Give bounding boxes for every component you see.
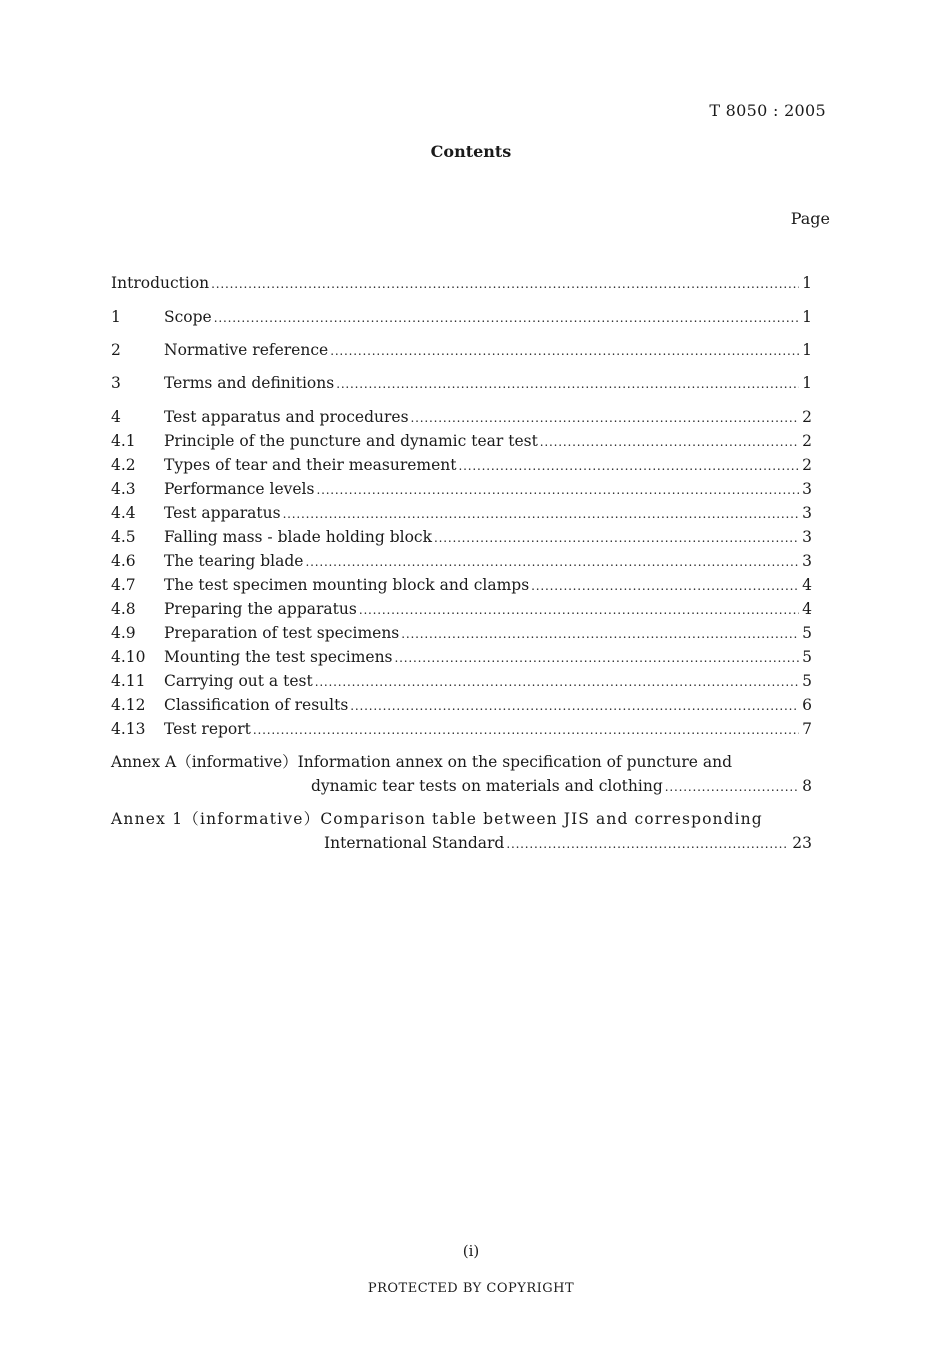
toc-entry-4-4[interactable] — [111, 502, 812, 526]
toc-entry-2[interactable] — [111, 339, 812, 363]
toc-entry-4-8[interactable] — [111, 598, 812, 622]
toc-entry-number: 4.2 — [111, 455, 136, 474]
toc-entry-number: 4.4 — [111, 503, 136, 522]
annex-title-line1: Comparison table between JIS and corresponding — [320, 810, 763, 828]
toc-entry-number: 4.12 — [111, 695, 146, 714]
toc-leader-dots — [211, 272, 799, 288]
toc-entry-title: Carrying out a test — [164, 671, 313, 690]
toc-entry-page: 3 — [802, 503, 812, 522]
toc-entry-4-9[interactable] — [111, 622, 812, 646]
toc-leader-dots — [411, 406, 800, 422]
toc-entry-title: Preparation of test specimens — [164, 623, 400, 642]
toc-entry-3[interactable] — [111, 372, 812, 396]
toc-entry-number: 1 — [111, 307, 121, 326]
toc-entry-number: 4.10 — [111, 647, 146, 666]
toc-entry-4-13[interactable] — [111, 718, 812, 742]
toc-entry-page: 1 — [802, 307, 812, 326]
toc-entry-number: 3 — [111, 373, 121, 392]
toc-entry-4-3[interactable] — [111, 478, 812, 502]
toc-entry-4[interactable] — [111, 406, 812, 430]
toc-leader-dots — [316, 478, 799, 494]
page-column-heading: Page — [790, 209, 830, 228]
toc-entry-number: 4 — [111, 407, 121, 426]
toc-entry-page: 2 — [802, 455, 812, 474]
toc-entry-number: 2 — [111, 340, 121, 359]
toc-entry-title: Principle of the puncture and dynamic tear test — [164, 431, 538, 450]
toc-entry-title: Mounting the test specimens — [164, 647, 393, 666]
toc-entry-number: 4.9 — [111, 623, 136, 642]
toc-leader-dots — [336, 372, 799, 388]
toc-leader-dots — [665, 775, 799, 791]
toc-entry-4-7[interactable] — [111, 574, 812, 598]
annex-title-line2: International Standard — [324, 833, 505, 852]
toc-leader-dots — [315, 670, 799, 686]
toc-leader-dots — [359, 598, 799, 614]
toc-leader-dots — [540, 430, 799, 446]
toc-entry-4-11[interactable] — [111, 670, 812, 694]
annex-title-line2: dynamic tear tests on materials and clothing — [311, 776, 663, 795]
toc-entry-4-2[interactable] — [111, 454, 812, 478]
toc-entry-page: 3 — [802, 551, 812, 570]
toc-entry-page: 4 — [802, 599, 812, 618]
toc-entry-4-1[interactable] — [111, 430, 812, 454]
toc-entry-page: 2 — [802, 431, 812, 450]
toc-leader-dots — [506, 832, 789, 848]
toc-entry-page: 3 — [802, 479, 812, 498]
toc-leader-dots — [283, 502, 800, 518]
toc-entry-number: 4.1 — [111, 431, 136, 450]
annex-label: Annex 1（informative） — [111, 810, 321, 828]
toc-entry-page: 5 — [802, 647, 812, 666]
toc-entry-page: 5 — [802, 671, 812, 690]
toc-entry-page: 3 — [802, 527, 812, 546]
toc-entry-title: The test specimen mounting block and clamps — [164, 575, 530, 594]
toc-entry-title: Normative reference — [164, 340, 329, 359]
toc-entry-page: 1 — [802, 373, 812, 392]
toc-entry-title: Terms and definitions — [164, 373, 335, 392]
toc-leader-dots — [214, 306, 799, 322]
toc-entry-number: 4.8 — [111, 599, 136, 618]
toc-entry-page: 8 — [802, 776, 812, 795]
toc-entry-title: The tearing blade — [164, 551, 304, 570]
toc-leader-dots — [350, 694, 799, 710]
toc-entry-title: Preparing the apparatus — [164, 599, 357, 618]
toc-entry-annex-a[interactable] — [111, 750, 812, 795]
toc-leader-dots — [459, 454, 800, 470]
annex-title-line1: Information annex on the specification of puncture and — [297, 753, 733, 771]
toc-entry-number: 4.11 — [111, 671, 146, 690]
toc-entry-title: Falling mass - blade holding block — [164, 527, 432, 546]
footer-page-number: (i) — [462, 1242, 480, 1260]
toc-entry-title: Test report — [164, 719, 251, 738]
toc-entry-introduction[interactable] — [111, 272, 812, 296]
doc-number: T 8050 : 2005 — [709, 101, 826, 120]
toc-entry-number: 4.6 — [111, 551, 136, 570]
toc-entry-page: 5 — [802, 623, 812, 642]
toc-entry-title: Test apparatus and procedures — [164, 407, 409, 426]
toc-leader-dots — [531, 574, 799, 590]
toc-leader-dots — [305, 550, 799, 566]
toc-leader-dots — [401, 622, 799, 638]
toc-entry-number: 4.5 — [111, 527, 136, 546]
toc-entry-page: 1 — [802, 273, 812, 292]
toc-entry-number: 4.7 — [111, 575, 136, 594]
toc-entry-page: 23 — [792, 833, 812, 852]
toc-entry-4-5[interactable] — [111, 526, 812, 550]
toc-leader-dots — [434, 526, 799, 542]
toc-entry-title: Performance levels — [164, 479, 315, 498]
toc-entry-title: Scope — [164, 307, 212, 326]
toc-leader-dots — [395, 646, 800, 662]
toc-entry-page: 4 — [802, 575, 812, 594]
toc-entry-number: 4.13 — [111, 719, 146, 738]
toc-entry-4-6[interactable] — [111, 550, 812, 574]
toc-entry-page: 2 — [802, 407, 812, 426]
toc-entry-page: 1 — [802, 340, 812, 359]
toc-entry-title: Types of tear and their measurement — [164, 455, 457, 474]
annex-label: Annex A（informative） — [111, 753, 298, 771]
toc-entry-title: Introduction — [111, 273, 210, 292]
toc-entry-title: Classification of results — [164, 695, 349, 714]
toc-leader-dots — [253, 718, 799, 734]
footer-copyright: PROTECTED BY COPYRIGHT — [367, 1281, 575, 1296]
toc-entry-page: 6 — [802, 695, 812, 714]
toc-entry-number: 4.3 — [111, 479, 136, 498]
contents-title: Contents — [430, 142, 512, 161]
toc-entry-4-10[interactable] — [111, 646, 812, 670]
toc-entry-title: Test apparatus — [164, 503, 281, 522]
toc-leader-dots — [330, 339, 799, 355]
toc-entry-1[interactable] — [111, 306, 812, 330]
toc-entry-page: 7 — [802, 719, 812, 738]
toc-entry-4-12[interactable] — [111, 694, 812, 718]
toc-entry-annex-1[interactable] — [111, 807, 812, 852]
